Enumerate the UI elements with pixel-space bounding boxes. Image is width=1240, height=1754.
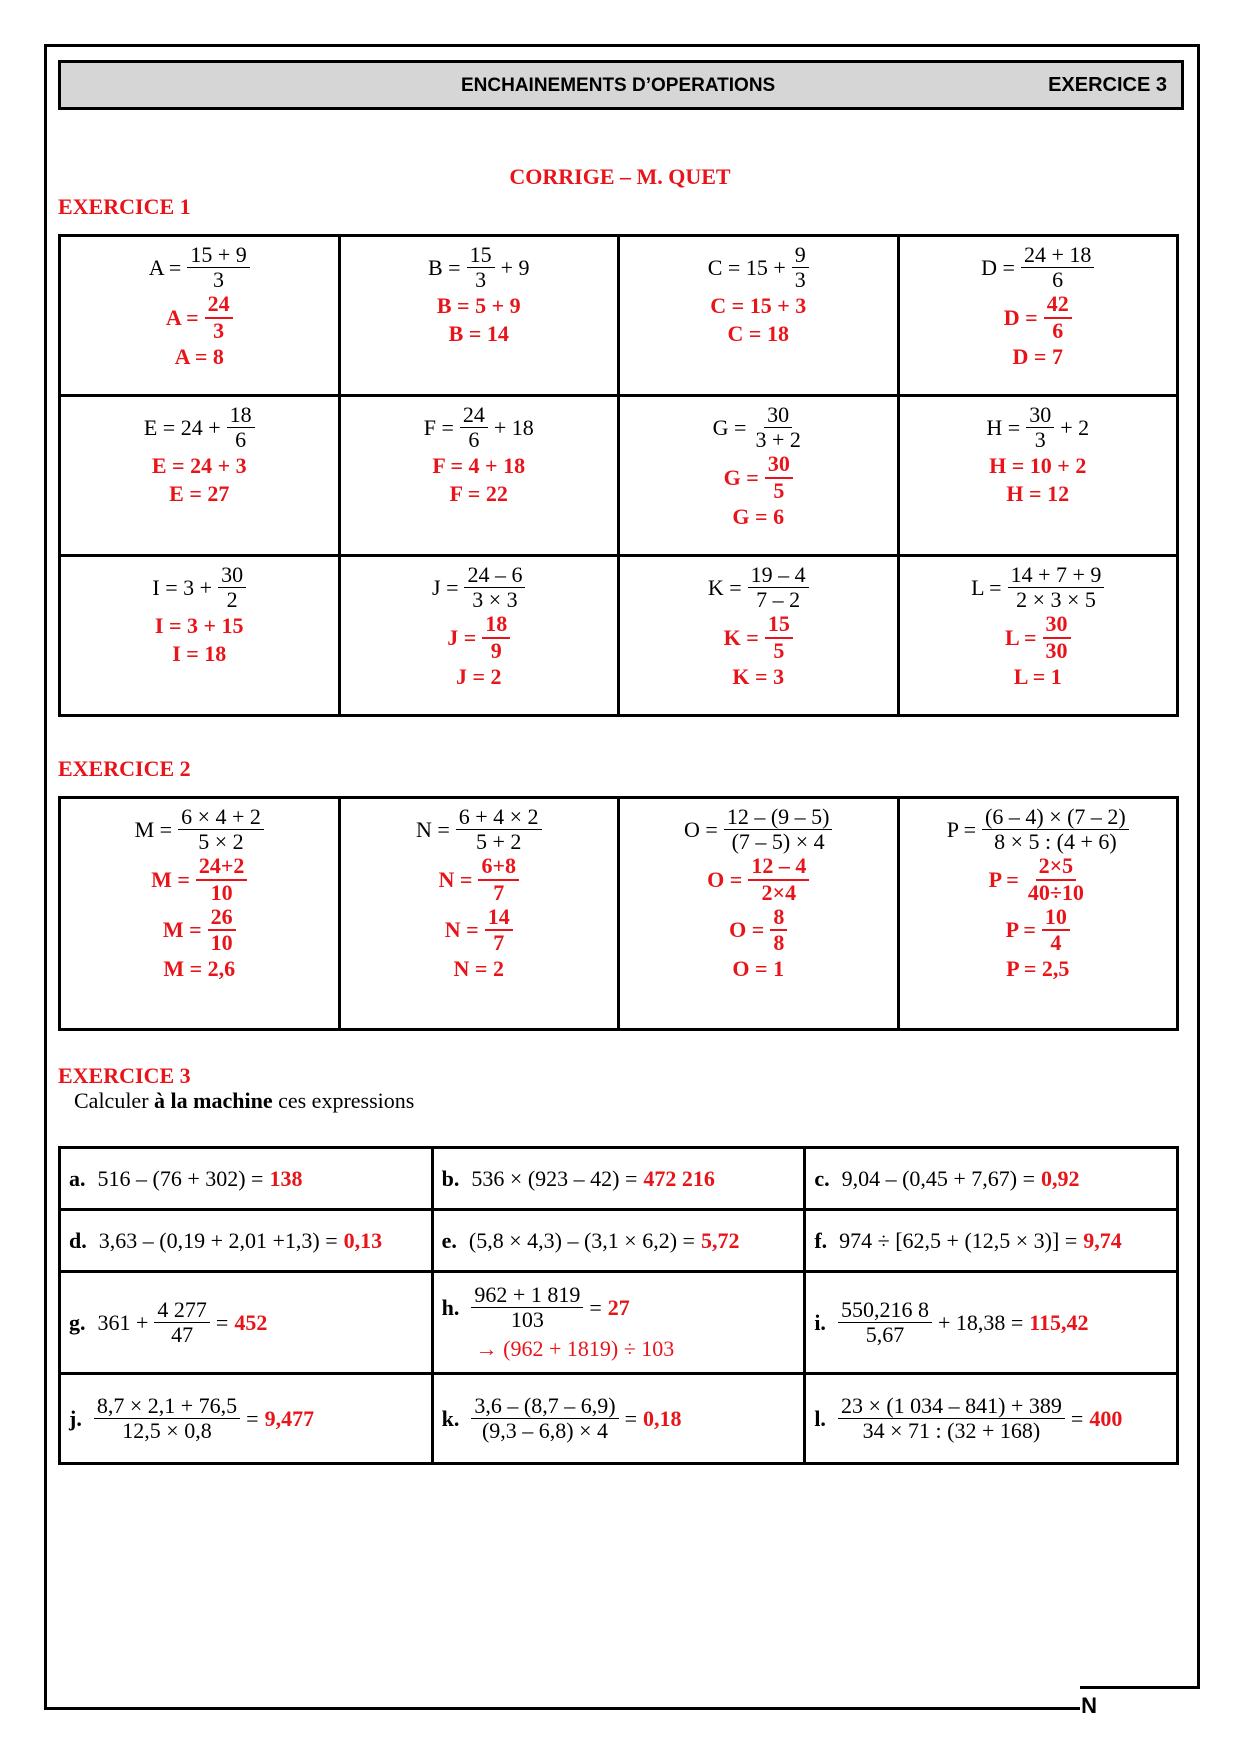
answer-lhs: A = <box>165 304 199 330</box>
expression <box>620 805 897 854</box>
denominator: 47 <box>171 1322 194 1347</box>
denominator: (9,3 – 6,8) × 4 <box>481 1418 609 1443</box>
expression-lhs: O = <box>684 816 718 842</box>
item-label: b. <box>441 1165 460 1191</box>
fraction <box>1043 612 1071 662</box>
fraction <box>467 243 495 292</box>
item-label: i. <box>814 1309 826 1335</box>
denominator: 34 × 71 : (32 + 168) <box>862 1418 1041 1443</box>
answer-step: K = 3 <box>732 663 785 689</box>
calc-suffix: = <box>215 1309 229 1335</box>
denominator: 30 <box>1045 637 1068 663</box>
exercise-cell <box>898 396 1178 556</box>
calc-result: 452 <box>234 1309 268 1335</box>
item-label: g. <box>69 1309 86 1335</box>
ex1-heading: EXERCICE 1 <box>58 194 191 219</box>
fraction <box>178 805 264 854</box>
calc-cell <box>432 1272 805 1374</box>
calc-cell <box>60 1210 433 1272</box>
answer-lhs: O = <box>729 917 765 943</box>
fraction <box>838 1298 932 1347</box>
denominator: 40÷10 <box>1027 879 1084 905</box>
expression <box>341 563 618 612</box>
calc-cell <box>805 1374 1178 1464</box>
expression-lhs: H = <box>986 414 1021 440</box>
expression-tail: + 18 <box>493 414 534 440</box>
numerator: 30 <box>1043 612 1071 638</box>
table-row <box>60 1210 1178 1272</box>
calc-line <box>442 1166 804 1192</box>
calc-result: 0,18 <box>642 1405 682 1431</box>
answer-lhs: P = <box>1005 917 1036 943</box>
denominator: 103 <box>510 1307 544 1332</box>
numerator: 3,6 – (8,7 – 6,9) <box>471 1394 618 1419</box>
table-row <box>60 1374 1178 1464</box>
fraction <box>196 854 248 904</box>
answer-step: N = 2 <box>453 956 504 982</box>
calc-suffix: = <box>624 1405 637 1431</box>
exercise-cell <box>898 556 1178 716</box>
expression-tail: + 9 <box>500 254 530 280</box>
answer-lhs: M = <box>162 917 202 943</box>
numerator: 6+8 <box>478 854 519 880</box>
calc-result: 0,92 <box>1041 1165 1080 1191</box>
fraction <box>724 805 833 854</box>
denominator: 3 <box>1034 427 1046 453</box>
denominator: 4 <box>1050 929 1062 955</box>
calc-expression: 9,04 – (0,45 + 7,67) = <box>841 1165 1036 1191</box>
exercise-cell <box>60 236 340 396</box>
numerator: 10 <box>1042 905 1070 931</box>
expression <box>61 563 338 612</box>
table-row <box>60 798 1178 1030</box>
denominator: 7 <box>493 929 505 955</box>
calc-cell <box>805 1210 1178 1272</box>
answer-step: M = 2,6 <box>163 956 236 982</box>
exercise-cell <box>619 236 899 396</box>
denominator: 9 <box>490 637 502 663</box>
numerator: 42 <box>1044 292 1072 318</box>
exercise-cell <box>898 236 1178 396</box>
corner-mark: N <box>1081 1693 1097 1718</box>
answer-lhs: J = <box>447 624 477 650</box>
answer-step <box>620 854 897 904</box>
instruction-text-1: Calculer <box>74 1088 155 1113</box>
calc-result: 9,74 <box>1083 1227 1122 1253</box>
exercise-cell <box>339 556 619 716</box>
instruction-bold: à la machine <box>154 1088 273 1113</box>
calc-line <box>69 1298 431 1347</box>
answer-step <box>900 854 1177 904</box>
answer-lhs: P = <box>988 866 1019 892</box>
exercise-cell <box>619 798 899 1030</box>
answer-step <box>620 612 897 662</box>
item-label: a. <box>69 1165 86 1191</box>
fraction <box>154 1298 210 1347</box>
fraction <box>765 612 793 662</box>
answer-step <box>341 905 618 955</box>
calc-suffix: = <box>1070 1405 1084 1431</box>
numerator: 14 + 7 + 9 <box>1008 563 1105 588</box>
calc-suffix: = <box>246 1405 259 1431</box>
expression <box>341 805 618 854</box>
expression-lhs: F = <box>423 414 454 440</box>
calc-expression: 3,63 – (0,19 + 2,01 +1,3) = <box>98 1227 338 1253</box>
answer-lhs: D = <box>1003 304 1038 330</box>
corner-line <box>1080 1686 1200 1689</box>
calc-result: 0,13 <box>343 1227 383 1253</box>
calc-result: 400 <box>1089 1405 1123 1431</box>
ex2-table <box>58 796 1179 1031</box>
answer-step: E = 27 <box>169 480 230 506</box>
numerator: 30 <box>765 452 793 478</box>
expression <box>900 243 1177 292</box>
table-row <box>60 396 1178 556</box>
fraction <box>765 452 793 502</box>
numerator: 15 <box>467 243 495 268</box>
numerator: 15 + 9 <box>187 243 249 268</box>
calc-note: → (962 + 1819) ÷ 103 <box>475 1336 675 1362</box>
denominator: 10 <box>210 929 233 955</box>
fraction <box>748 854 809 904</box>
denominator: 8 × 5 : (4 + 6) <box>994 829 1117 855</box>
answer-step: O = 1 <box>732 956 785 982</box>
denominator: 12,5 × 0,8 <box>122 1418 212 1443</box>
calc-cell <box>60 1148 433 1210</box>
numerator: 962 + 1 819 <box>471 1283 583 1308</box>
fraction <box>460 403 488 452</box>
numerator: 24 + 18 <box>1021 243 1094 268</box>
page-corner <box>1080 1688 1200 1710</box>
exercise-cell <box>619 396 899 556</box>
answer-step: F = 22 <box>449 480 508 506</box>
calc-expression: (5,8 × 4,3) – (3,1 × 6,2) = <box>468 1227 695 1253</box>
numerator: 24+2 <box>196 854 248 880</box>
fraction <box>456 805 542 854</box>
fraction <box>478 854 519 904</box>
answer-step: C = 18 <box>727 320 789 346</box>
expression <box>900 403 1177 452</box>
expression <box>620 243 897 292</box>
answer-step: B = 14 <box>448 320 509 346</box>
expression <box>620 403 897 452</box>
numerator: 6 + 4 × 2 <box>456 805 542 830</box>
fraction <box>792 243 809 292</box>
answer-lhs: N = <box>444 917 479 943</box>
fraction <box>94 1394 240 1443</box>
denominator: (7 – 5) × 4 <box>731 829 825 855</box>
calc-cell <box>805 1272 1178 1374</box>
expression-lhs: E = 24 + <box>143 414 221 440</box>
denominator: 2 <box>226 587 238 613</box>
item-label: c. <box>814 1165 830 1191</box>
expression <box>61 243 338 292</box>
calc-expression: 536 × (923 – 42) = <box>471 1165 638 1191</box>
calc-cell <box>432 1374 805 1464</box>
ex3-heading: EXERCICE 3 <box>58 1063 191 1088</box>
calc-line <box>69 1394 431 1443</box>
denominator: 3 <box>213 267 225 293</box>
answer-lhs: M = <box>151 866 190 892</box>
numerator: 550,216 8 <box>838 1298 932 1323</box>
expression-lhs: J = <box>432 574 459 600</box>
expression <box>341 403 618 452</box>
denominator: 5 <box>773 477 785 503</box>
item-label: f. <box>814 1227 828 1253</box>
fraction <box>1026 403 1054 452</box>
expression-lhs: I = 3 + <box>152 574 213 600</box>
fraction <box>485 905 513 955</box>
expression <box>620 563 897 612</box>
expression-lhs: G = <box>712 414 747 440</box>
fraction <box>205 292 233 342</box>
answer-step: B = 5 + 9 <box>436 293 521 319</box>
answer-step <box>61 854 338 904</box>
fraction <box>1044 292 1072 342</box>
denominator: 3 <box>475 267 487 293</box>
numerator: 24 <box>460 403 488 428</box>
denominator: 5 × 2 <box>198 829 244 855</box>
exercise-cell <box>339 798 619 1030</box>
numerator: 24 <box>205 292 233 318</box>
denominator: 10 <box>210 879 233 905</box>
fraction <box>208 905 236 955</box>
calc-result: 9,477 <box>264 1405 315 1431</box>
numerator: 19 – 4 <box>748 563 809 588</box>
denominator: 3 <box>794 267 806 293</box>
expression <box>61 805 338 854</box>
denominator: 2×4 <box>761 879 797 905</box>
answer-lhs: O = <box>707 866 743 892</box>
numerator: 12 – 4 <box>748 854 809 880</box>
fraction <box>770 905 787 955</box>
numerator: 15 <box>765 612 793 638</box>
header-bar <box>58 60 1184 110</box>
answer-lhs: G = <box>723 464 759 490</box>
numerator: 14 <box>485 905 513 931</box>
answer-lhs: L = <box>1005 624 1037 650</box>
numerator: 2×5 <box>1036 854 1077 880</box>
answer-lhs: N = <box>438 866 473 892</box>
fraction <box>838 1394 1065 1443</box>
numerator: 6 × 4 + 2 <box>178 805 264 830</box>
expression-lhs: A = <box>148 254 182 280</box>
exercise-cell <box>619 556 899 716</box>
fraction <box>187 243 249 292</box>
expression-lhs: P = <box>946 816 977 842</box>
calc-cell <box>805 1148 1178 1210</box>
expression <box>61 403 338 452</box>
answer-step: H = 10 + 2 <box>989 453 1087 479</box>
table-row <box>60 236 1178 396</box>
calc-line <box>442 1228 804 1254</box>
calc-line <box>69 1228 431 1254</box>
fraction <box>752 403 803 452</box>
expression-lhs: N = <box>415 816 450 842</box>
exercise-cell <box>339 396 619 556</box>
expression <box>900 805 1177 854</box>
denominator: 7 – 2 <box>756 587 801 613</box>
calc-cell <box>432 1210 805 1272</box>
exercise-cell <box>60 556 340 716</box>
calc-line <box>814 1166 1176 1192</box>
denominator: 6 <box>468 427 480 453</box>
numerator: 18 <box>482 612 510 638</box>
calc-expression: 516 – (76 + 302) = <box>97 1165 264 1191</box>
denominator: 5 + 2 <box>475 829 522 855</box>
fraction <box>748 563 809 612</box>
calc-line <box>69 1166 431 1192</box>
exercise-cell <box>339 236 619 396</box>
fraction <box>482 612 510 662</box>
calc-expression: 974 ÷ [62,5 + (12,5 × 3)] = <box>839 1227 1078 1253</box>
answer-step <box>61 905 338 955</box>
calc-result: 115,42 <box>1029 1309 1089 1335</box>
calc-line <box>442 1394 804 1443</box>
chapter-title: ENCHAINEMENTS D’OPERATIONS <box>461 75 776 96</box>
page-title: CORRIGE – M. QUET <box>509 164 731 189</box>
answer-step: F = 4 + 18 <box>432 453 526 479</box>
calc-line <box>814 1298 1176 1347</box>
calc-line <box>814 1228 1176 1254</box>
fraction <box>218 563 246 612</box>
answer-step: L = 1 <box>1013 663 1062 689</box>
answer-step <box>620 905 897 955</box>
expression-lhs: M = <box>134 816 173 842</box>
numerator: 26 <box>208 905 236 931</box>
denominator: 6 <box>235 427 247 453</box>
table-row <box>60 1272 1178 1374</box>
ex1-table <box>58 234 1179 717</box>
answer-step <box>620 452 897 502</box>
numerator: 9 <box>792 243 809 268</box>
ex3-instruction <box>74 1088 414 1114</box>
expression-lhs: B = <box>427 254 461 280</box>
ex2-heading: EXERCICE 2 <box>58 756 191 781</box>
item-label: j. <box>69 1405 82 1431</box>
numerator: 30 <box>764 403 792 428</box>
fraction <box>1042 905 1070 955</box>
denominator: 5,67 <box>865 1322 905 1347</box>
answer-step <box>900 292 1177 342</box>
table-row <box>60 1148 1178 1210</box>
denominator: 7 <box>493 879 505 905</box>
numerator: 30 <box>1026 403 1054 428</box>
answer-step <box>61 292 338 342</box>
expression <box>900 563 1177 612</box>
numerator: 4 277 <box>154 1298 210 1323</box>
denominator: 6 <box>1052 267 1064 293</box>
fraction <box>1025 854 1087 904</box>
calc-result: 138 <box>269 1165 303 1191</box>
answer-step <box>341 854 618 904</box>
fraction <box>471 1283 583 1332</box>
denominator: 5 <box>773 637 785 663</box>
answer-step: G = 6 <box>732 503 785 529</box>
denominator: 2 × 3 × 5 <box>1016 587 1096 613</box>
calc-line <box>814 1394 1176 1443</box>
calc-line <box>442 1283 804 1332</box>
answer-step: D = 7 <box>1012 343 1063 369</box>
item-label: d. <box>69 1227 87 1253</box>
answer-step <box>900 905 1177 955</box>
item-label: e. <box>441 1227 457 1253</box>
answer-step: I = 18 <box>172 640 227 666</box>
fraction <box>464 563 525 612</box>
exercise-cell <box>898 798 1178 1030</box>
exercise-cell <box>60 396 340 556</box>
calc-cell <box>60 1272 433 1374</box>
numerator: 23 × (1 034 – 841) + 389 <box>838 1394 1065 1419</box>
numerator: (6 – 4) × (7 – 2) <box>982 805 1129 830</box>
expression-lhs: C = 15 + <box>707 254 786 280</box>
table-row <box>60 556 1178 716</box>
calc-result: 27 <box>607 1294 630 1320</box>
calc-cell <box>432 1148 805 1210</box>
item-label: l. <box>814 1405 826 1431</box>
denominator: 3 + 2 <box>755 427 801 453</box>
item-label: k. <box>441 1405 460 1431</box>
answer-step: J = 2 <box>455 663 502 689</box>
answer-step <box>341 612 618 662</box>
expression-lhs: K = <box>707 574 742 600</box>
calc-result: 472 216 <box>643 1165 715 1191</box>
numerator: 8,7 × 2,1 + 76,5 <box>94 1394 240 1419</box>
calc-suffix: = <box>589 1294 602 1320</box>
calc-suffix: + 18,38 = <box>937 1309 1024 1335</box>
answer-step: P = 2,5 <box>1006 956 1070 982</box>
fraction <box>1021 243 1094 292</box>
expression-tail: + 2 <box>1060 414 1090 440</box>
numerator: 18 <box>227 403 255 428</box>
numerator: 12 – (9 – 5) <box>724 805 833 830</box>
fraction <box>227 403 255 452</box>
fraction <box>982 805 1129 854</box>
exercise-number: EXERCICE 3 <box>1048 74 1167 96</box>
item-label: h. <box>441 1294 460 1320</box>
ex3-table <box>58 1146 1179 1465</box>
instruction-text-2: ces expressions <box>272 1088 415 1113</box>
answer-step: A = 8 <box>174 343 224 369</box>
numerator: 30 <box>218 563 246 588</box>
numerator: 8 <box>770 905 787 931</box>
expression-lhs: L = <box>971 574 1002 600</box>
calc-result: 5,72 <box>700 1227 740 1253</box>
denominator: 8 <box>773 929 785 955</box>
answer-step: H = 12 <box>1006 480 1070 506</box>
calc-prefix: 361 + <box>97 1309 149 1335</box>
answer-lhs: K = <box>723 624 759 650</box>
answer-step: I = 3 + 15 <box>154 613 244 639</box>
answer-step: C = 15 + 3 <box>710 293 807 319</box>
expression <box>341 243 618 292</box>
numerator: 24 – 6 <box>464 563 525 588</box>
denominator: 3 <box>213 317 225 343</box>
denominator: 3 × 3 <box>472 587 518 613</box>
fraction <box>1008 563 1105 612</box>
exercise-cell <box>60 798 340 1030</box>
answer-step <box>900 612 1177 662</box>
calc-cell <box>60 1374 433 1464</box>
denominator: 6 <box>1052 317 1064 343</box>
answer-step: E = 24 + 3 <box>151 453 247 479</box>
expression-lhs: D = <box>981 254 1015 280</box>
fraction <box>471 1394 618 1443</box>
